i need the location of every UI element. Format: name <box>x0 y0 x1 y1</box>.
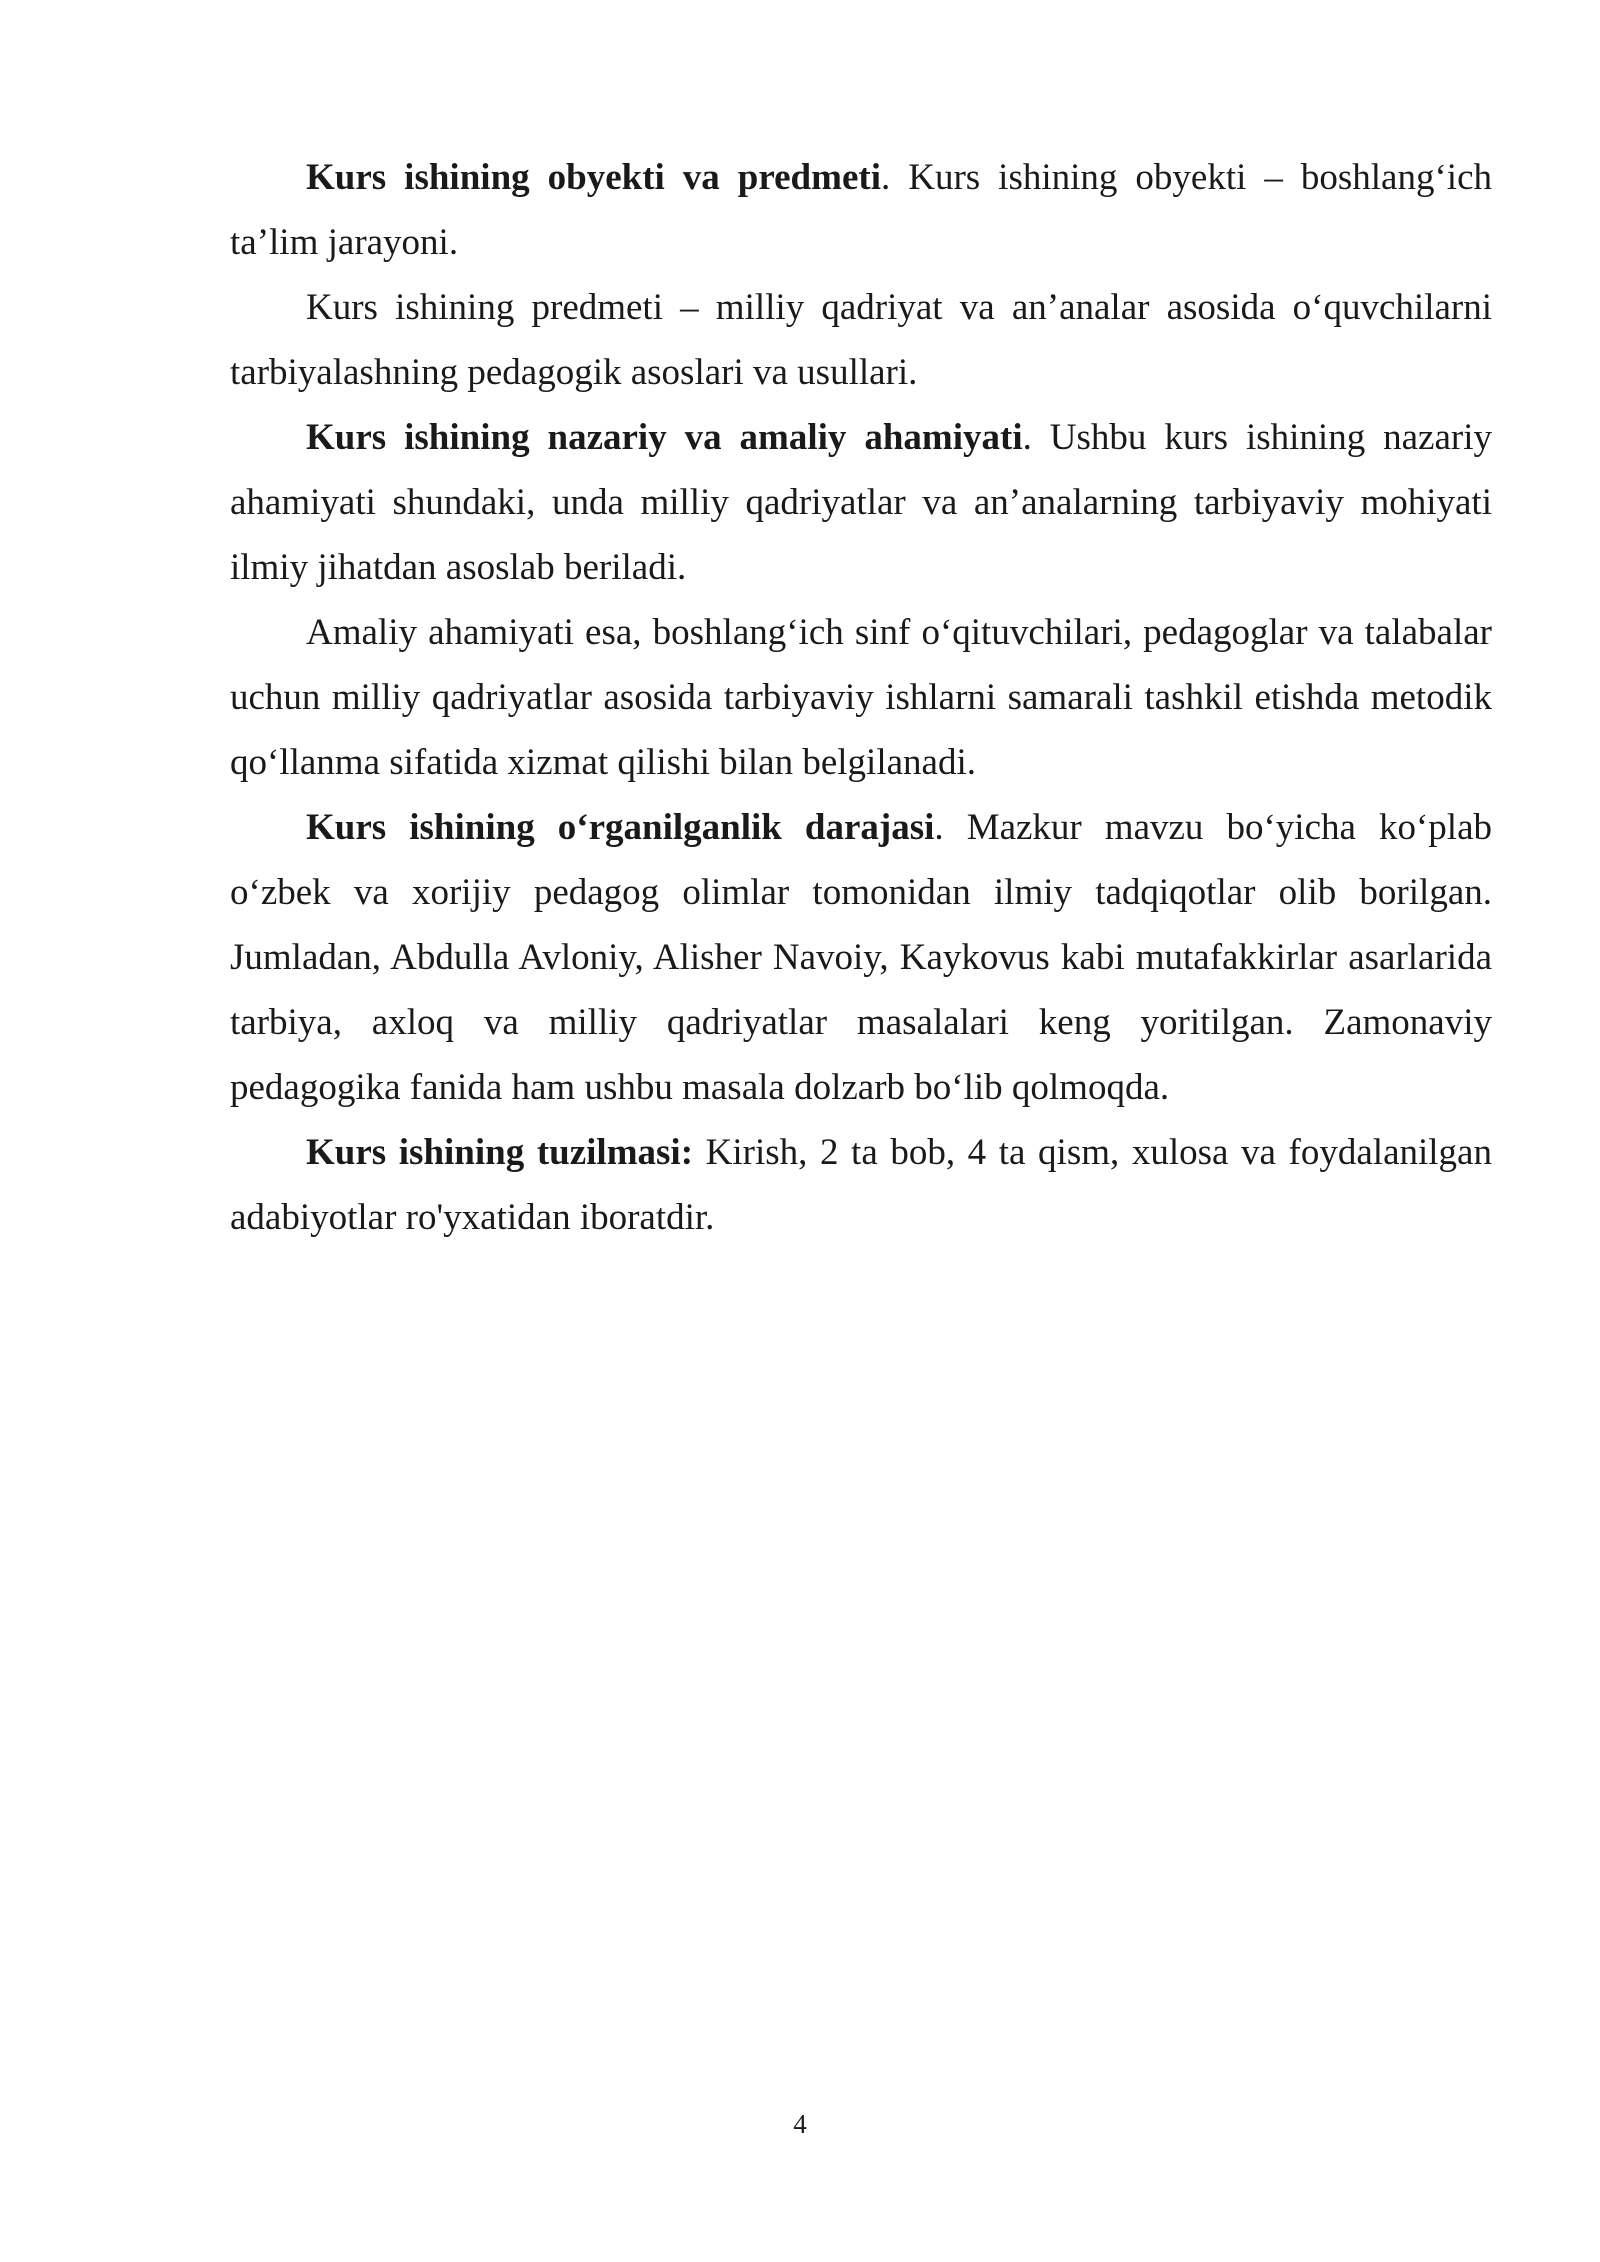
paragraph-heading: Kurs ishining obyekti va predmeti <box>306 157 881 198</box>
paragraph-text: . Mazkur mavzu bo‘yicha ko‘plab o‘zbek va xorijiy pedagog olimlar tomonidan ilmiy tadqiqotlar olib borilgan. Jumladan, Abdulla Avloniy, Alisher Navoiy, Kaykovus kabi mutafakkirlar asarlarida tarbiya, axloq va milliy qadriyatlar masalalari keng yoritilgan. Zamonaviy pedagogika fanida ham ushbu masala dolzarb bo‘lib qolmoqda. <box>230 807 1492 1108</box>
page-number: 4 <box>793 2109 807 2139</box>
paragraph-subject-definition <box>230 275 1492 405</box>
document-body <box>230 145 1492 1250</box>
paragraph-heading: Kurs ishining tuzilmasi: <box>306 1132 694 1173</box>
paragraph-text: . Kurs ishining obyekti – boshlang‘ich ta’lim jarayoni. <box>230 157 1492 263</box>
paragraph-heading: Kurs ishining nazariy va amaliy ahamiyati <box>306 417 1023 458</box>
paragraph-practical-significance <box>230 600 1492 795</box>
paragraph-heading: Kurs ishining o‘rganilganlik darajasi <box>306 807 935 848</box>
paragraph-level-of-study <box>230 795 1492 1120</box>
paragraph-theoretical-practical-significance <box>230 405 1492 600</box>
paragraph-object-subject <box>230 145 1492 275</box>
paragraph-structure <box>230 1120 1492 1250</box>
paragraph-text: . Ushbu kurs ishining nazariy ahamiyati shundaki, unda milliy qadriyatlar va an’analarning tarbiyaviy mohiyati ilmiy jihatdan asoslab beriladi. <box>230 417 1493 588</box>
paragraph-text: Amaliy ahamiyati esa, boshlang‘ich sinf o‘qituvchilari, pedagoglar va talabalar uchun milliy qadriyatlar asosida tarbiyaviy ishlarni samarali tashkil etishda metodik qo‘llanma sifatida xizmat qilishi bilan belgilanadi. <box>230 612 1492 783</box>
paragraph-text: Kirish, 2 ta bob, 4 ta qism, xulosa va foydalanilgan adabiyotlar ro'yxatidan iboratdir. <box>230 1132 1492 1238</box>
paragraph-text: Kurs ishining predmeti – milliy qadriyat va an’analar asosida o‘quvchilarni tarbiyalashning pedagogik asoslari va usullari. <box>230 287 1492 393</box>
